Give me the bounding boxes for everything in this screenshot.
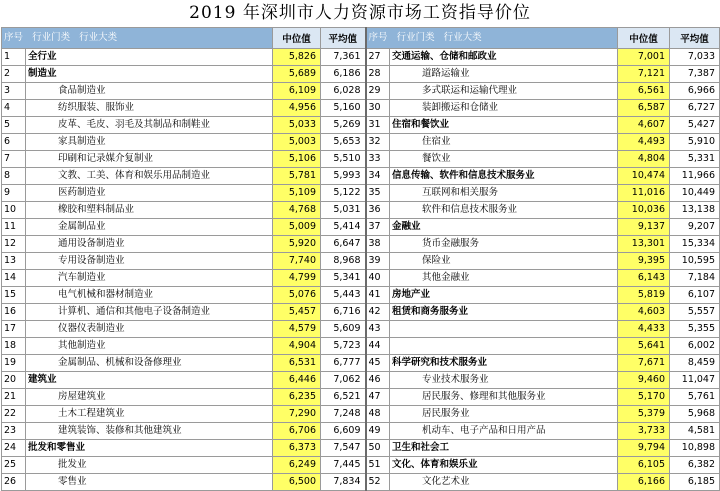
average-wage: 5,160 (321, 100, 366, 117)
header-average: 平均值 (321, 28, 366, 49)
average-wage: 7,387 (670, 66, 720, 83)
median-wage: 5,009 (273, 219, 321, 236)
industry-subcategory: 土木工程建筑业 (26, 406, 273, 423)
header-category: 行业门类 (32, 32, 71, 43)
row-number: 11 (2, 219, 26, 236)
industry-category: 金融业 (390, 219, 618, 236)
average-wage: 7,184 (670, 270, 720, 287)
average-wage: 6,966 (670, 83, 720, 100)
industry-subcategory: 房屋建筑业 (26, 389, 273, 406)
average-wage: 7,248 (321, 406, 366, 423)
table-row (2, 151, 720, 168)
industry-subcategory: 其他制造业 (26, 338, 273, 355)
industry-category: 住宿和餐饮业 (390, 117, 618, 134)
median-wage: 6,235 (273, 389, 321, 406)
table-row (2, 66, 720, 83)
average-wage: 7,547 (321, 440, 366, 457)
average-wage: 8,968 (321, 253, 366, 270)
industry-subcategory: 居民服务、修理和其他服务业 (390, 389, 618, 406)
row-number: 40 (366, 270, 390, 287)
median-wage: 4,603 (618, 304, 670, 321)
row-number: 13 (2, 253, 26, 270)
row-number: 23 (2, 423, 26, 440)
header-median: 中位值 (618, 28, 670, 49)
row-number: 24 (2, 440, 26, 457)
industry-subcategory: 橡胶和塑料制品业 (26, 202, 273, 219)
industry-subcategory: 互联网和相关服务 (390, 185, 618, 202)
row-number: 22 (2, 406, 26, 423)
median-wage: 4,607 (618, 117, 670, 134)
median-wage: 6,105 (618, 457, 670, 474)
industry-category: 卫生和社会工 (390, 440, 618, 457)
table-header-row (2, 28, 720, 49)
average-wage: 5,723 (321, 338, 366, 355)
header-average: 平均值 (670, 28, 720, 49)
industry-subcategory: 印刷和记录媒介复制业 (26, 151, 273, 168)
table-row (2, 270, 720, 287)
table-row (2, 83, 720, 100)
industry-category: 租赁和商务服务业 (390, 304, 618, 321)
row-number: 47 (366, 389, 390, 406)
industry-subcategory: 仪器仪表制造业 (26, 321, 273, 338)
industry-subcategory: 零售业 (26, 474, 273, 491)
industry-subcategory: 文化艺术业 (390, 474, 618, 491)
median-wage: 7,290 (273, 406, 321, 423)
row-number: 33 (366, 151, 390, 168)
industry-category: 房地产业 (390, 287, 618, 304)
row-number: 2 (2, 66, 26, 83)
median-wage: 9,460 (618, 372, 670, 389)
industry-subcategory: 计算机、通信和其他电子设备制造业 (26, 304, 273, 321)
median-wage: 5,689 (273, 66, 321, 83)
average-wage: 6,521 (321, 389, 366, 406)
industry-subcategory: 批发业 (26, 457, 273, 474)
industry-subcategory: 专业技术服务业 (390, 372, 618, 389)
row-number: 39 (366, 253, 390, 270)
median-wage: 7,740 (273, 253, 321, 270)
row-number: 27 (366, 49, 390, 66)
table-row (2, 287, 720, 304)
median-wage: 6,587 (618, 100, 670, 117)
median-wage: 5,920 (273, 236, 321, 253)
row-number: 25 (2, 457, 26, 474)
industry-subcategory: 道路运输业 (390, 66, 618, 83)
industry-category: 建筑业 (26, 372, 273, 389)
median-wage: 9,794 (618, 440, 670, 457)
median-wage: 6,143 (618, 270, 670, 287)
industry-subcategory: 电气机械和器材制造业 (26, 287, 273, 304)
average-wage: 5,968 (670, 406, 720, 423)
row-number: 5 (2, 117, 26, 134)
table-row (2, 389, 720, 406)
average-wage: 5,031 (321, 202, 366, 219)
table-row (2, 440, 720, 457)
average-wage: 5,122 (321, 185, 366, 202)
row-number: 44 (366, 338, 390, 355)
industry-category: 文化、体育和娱乐业 (390, 457, 618, 474)
median-wage: 5,076 (273, 287, 321, 304)
table-row (2, 134, 720, 151)
median-wage: 4,579 (273, 321, 321, 338)
header-right-labels (366, 28, 618, 49)
row-number: 51 (366, 457, 390, 474)
industry-category: 信息传输、软件和信息技术服务业 (390, 168, 618, 185)
median-wage: 7,671 (618, 355, 670, 372)
average-wage: 5,414 (321, 219, 366, 236)
header-seq: 序号 (4, 32, 24, 43)
header-median: 中位值 (273, 28, 321, 49)
wage-table (1, 27, 720, 491)
row-number: 29 (366, 83, 390, 100)
industry-subcategory: 软件和信息技术服务业 (390, 202, 618, 219)
row-number: 46 (366, 372, 390, 389)
row-number: 9 (2, 185, 26, 202)
row-number: 20 (2, 372, 26, 389)
average-wage: 6,382 (670, 457, 720, 474)
median-wage: 7,001 (618, 49, 670, 66)
row-number: 36 (366, 202, 390, 219)
average-wage: 10,449 (670, 185, 720, 202)
average-wage: 6,647 (321, 236, 366, 253)
median-wage: 5,819 (618, 287, 670, 304)
industry-subcategory: 餐饮业 (390, 151, 618, 168)
row-number: 21 (2, 389, 26, 406)
average-wage: 6,185 (670, 474, 720, 491)
row-number: 18 (2, 338, 26, 355)
table-row (2, 219, 720, 236)
median-wage: 3,733 (618, 423, 670, 440)
median-wage: 6,166 (618, 474, 670, 491)
average-wage: 7,062 (321, 372, 366, 389)
table-row (2, 236, 720, 253)
row-number: 28 (366, 66, 390, 83)
median-wage: 7,121 (618, 66, 670, 83)
table-row (2, 185, 720, 202)
average-wage: 7,361 (321, 49, 366, 66)
median-wage: 10,036 (618, 202, 670, 219)
industry-subcategory: 多式联运和运输代理业 (390, 83, 618, 100)
row-number: 35 (366, 185, 390, 202)
industry-subcategory (390, 338, 618, 355)
average-wage: 15,334 (670, 236, 720, 253)
row-number: 30 (366, 100, 390, 117)
header-subcategory: 行业大类 (443, 32, 482, 43)
row-number: 8 (2, 168, 26, 185)
median-wage: 6,446 (273, 372, 321, 389)
industry-subcategory: 专用设备制造业 (26, 253, 273, 270)
table-row (2, 406, 720, 423)
average-wage: 13,138 (670, 202, 720, 219)
row-number: 14 (2, 270, 26, 287)
industry-subcategory: 食品制造业 (26, 83, 273, 100)
median-wage: 5,379 (618, 406, 670, 423)
industry-subcategory: 纺织服装、服饰业 (26, 100, 273, 117)
header-seq: 序号 (368, 32, 388, 43)
median-wage: 6,500 (273, 474, 321, 491)
average-wage: 6,002 (670, 338, 720, 355)
industry-subcategory: 汽车制造业 (26, 270, 273, 287)
table-row (2, 423, 720, 440)
average-wage: 11,047 (670, 372, 720, 389)
average-wage: 10,595 (670, 253, 720, 270)
median-wage: 5,106 (273, 151, 321, 168)
table-row (2, 474, 720, 491)
table-row (2, 338, 720, 355)
row-number: 4 (2, 100, 26, 117)
row-number: 15 (2, 287, 26, 304)
median-wage: 4,904 (273, 338, 321, 355)
average-wage: 7,834 (321, 474, 366, 491)
header-subcategory: 行业大类 (79, 32, 118, 43)
median-wage: 4,956 (273, 100, 321, 117)
row-number: 6 (2, 134, 26, 151)
industry-subcategory: 住宿业 (390, 134, 618, 151)
median-wage: 4,799 (273, 270, 321, 287)
industry-subcategory: 其他金融业 (390, 270, 618, 287)
row-number: 43 (366, 321, 390, 338)
average-wage: 6,609 (321, 423, 366, 440)
average-wage: 5,341 (321, 270, 366, 287)
average-wage: 8,459 (670, 355, 720, 372)
median-wage: 4,804 (618, 151, 670, 168)
median-wage: 9,137 (618, 219, 670, 236)
row-number: 48 (366, 406, 390, 423)
median-wage: 5,641 (618, 338, 670, 355)
median-wage: 5,170 (618, 389, 670, 406)
industry-subcategory (390, 321, 618, 338)
row-number: 10 (2, 202, 26, 219)
median-wage: 5,826 (273, 49, 321, 66)
average-wage: 5,761 (670, 389, 720, 406)
industry-subcategory: 皮革、毛皮、羽毛及其制品和制鞋业 (26, 117, 273, 134)
average-wage: 6,028 (321, 83, 366, 100)
row-number: 45 (366, 355, 390, 372)
industry-subcategory: 机动车、电子产品和日用产品 (390, 423, 618, 440)
median-wage: 4,768 (273, 202, 321, 219)
average-wage: 6,777 (321, 355, 366, 372)
table-row (2, 304, 720, 321)
industry-category: 全行业 (26, 49, 273, 66)
industry-subcategory: 建筑装饰、装修和其他建筑业 (26, 423, 273, 440)
median-wage: 6,109 (273, 83, 321, 100)
average-wage: 5,443 (321, 287, 366, 304)
row-number: 26 (2, 474, 26, 491)
row-number: 50 (366, 440, 390, 457)
median-wage: 4,493 (618, 134, 670, 151)
average-wage: 5,557 (670, 304, 720, 321)
table-row (2, 49, 720, 66)
row-number: 52 (366, 474, 390, 491)
average-wage: 9,207 (670, 219, 720, 236)
average-wage: 5,269 (321, 117, 366, 134)
average-wage: 5,609 (321, 321, 366, 338)
industry-subcategory: 货币金融服务 (390, 236, 618, 253)
median-wage: 13,301 (618, 236, 670, 253)
row-number: 17 (2, 321, 26, 338)
average-wage: 5,355 (670, 321, 720, 338)
average-wage: 6,186 (321, 66, 366, 83)
median-wage: 5,781 (273, 168, 321, 185)
row-number: 41 (366, 287, 390, 304)
table-row (2, 253, 720, 270)
row-number: 3 (2, 83, 26, 100)
average-wage: 4,581 (670, 423, 720, 440)
median-wage: 6,249 (273, 457, 321, 474)
median-wage: 5,109 (273, 185, 321, 202)
header-category: 行业门类 (396, 32, 435, 43)
table-row (2, 100, 720, 117)
row-number: 16 (2, 304, 26, 321)
median-wage: 4,433 (618, 321, 670, 338)
median-wage: 6,706 (273, 423, 321, 440)
median-wage: 5,457 (273, 304, 321, 321)
median-wage: 5,003 (273, 134, 321, 151)
average-wage: 5,510 (321, 151, 366, 168)
industry-subcategory: 通用设备制造业 (26, 236, 273, 253)
average-wage: 10,898 (670, 440, 720, 457)
row-number: 34 (366, 168, 390, 185)
row-number: 37 (366, 219, 390, 236)
average-wage: 5,331 (670, 151, 720, 168)
row-number: 19 (2, 355, 26, 372)
row-number: 12 (2, 236, 26, 253)
median-wage: 10,474 (618, 168, 670, 185)
row-number: 32 (366, 134, 390, 151)
row-number: 1 (2, 49, 26, 66)
average-wage: 5,910 (670, 134, 720, 151)
table-row (2, 202, 720, 219)
table-row (2, 117, 720, 134)
row-number: 38 (366, 236, 390, 253)
median-wage: 6,531 (273, 355, 321, 372)
average-wage: 6,716 (321, 304, 366, 321)
table-row (2, 321, 720, 338)
row-number: 31 (366, 117, 390, 134)
average-wage: 6,107 (670, 287, 720, 304)
median-wage: 5,033 (273, 117, 321, 134)
average-wage: 5,993 (321, 168, 366, 185)
industry-category: 批发和零售业 (26, 440, 273, 457)
table-body (2, 49, 720, 491)
industry-category: 制造业 (26, 66, 273, 83)
industry-subcategory: 文教、工美、体育和娱乐用品制造业 (26, 168, 273, 185)
row-number: 49 (366, 423, 390, 440)
average-wage: 7,033 (670, 49, 720, 66)
industry-subcategory: 家具制造业 (26, 134, 273, 151)
average-wage: 5,427 (670, 117, 720, 134)
row-number: 42 (366, 304, 390, 321)
industry-subcategory: 医药制造业 (26, 185, 273, 202)
average-wage: 6,727 (670, 100, 720, 117)
table-row (2, 372, 720, 389)
industry-subcategory: 居民服务业 (390, 406, 618, 423)
industry-subcategory: 保险业 (390, 253, 618, 270)
industry-subcategory: 金属制品、机械和设备修理业 (26, 355, 273, 372)
median-wage: 6,561 (618, 83, 670, 100)
page-title: 2019 年深圳市人力资源市场工资指导价位 (189, 3, 531, 23)
median-wage: 6,373 (273, 440, 321, 457)
average-wage: 7,445 (321, 457, 366, 474)
industry-subcategory: 金属制品业 (26, 219, 273, 236)
median-wage: 11,016 (618, 185, 670, 202)
header-left-labels (2, 28, 273, 49)
average-wage: 5,653 (321, 134, 366, 151)
industry-subcategory: 装卸搬运和仓储业 (390, 100, 618, 117)
industry-category: 交通运输、仓储和邮政业 (390, 49, 618, 66)
median-wage: 9,395 (618, 253, 670, 270)
row-number: 7 (2, 151, 26, 168)
average-wage: 11,966 (670, 168, 720, 185)
table-row (2, 355, 720, 372)
table-row (2, 168, 720, 185)
industry-category: 科学研究和技术服务业 (390, 355, 618, 372)
